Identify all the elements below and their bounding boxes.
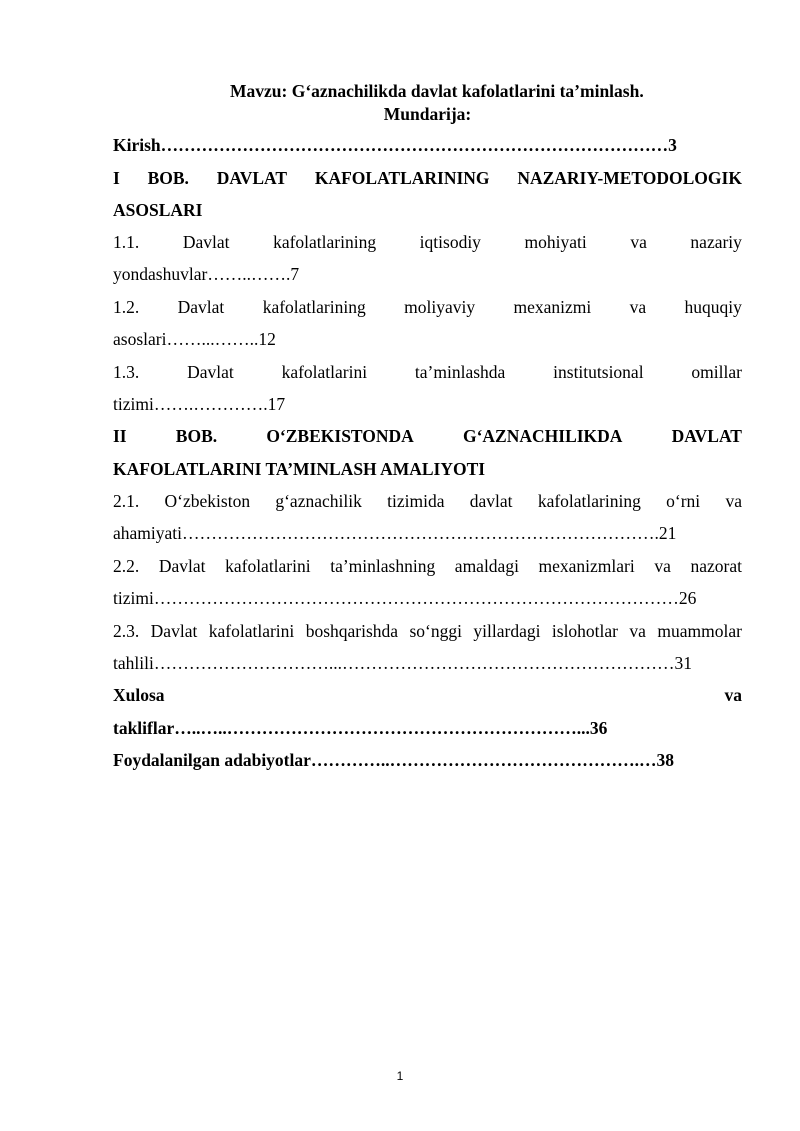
toc-chapter-1-line-2: ASOSLARI	[113, 200, 203, 220]
toc-word: kafolatlarining	[273, 232, 377, 252]
toc-word: kafolatlarini	[225, 556, 311, 576]
toc-word: moliyaviy	[404, 297, 476, 317]
toc-word: DAVLAT	[671, 426, 742, 446]
toc-word: va	[654, 556, 671, 576]
toc-word: G‘AZNACHILIKDA	[462, 426, 623, 446]
toc-word: davlat	[469, 491, 513, 511]
toc-word: DAVLAT	[216, 168, 288, 188]
toc-section-1-3-line-2: tizimi…….………….17	[113, 394, 286, 414]
toc-word: islohotlar	[551, 621, 618, 641]
toc-word: 2.1.	[113, 491, 140, 511]
toc-word: O‘zbekiston	[164, 491, 251, 511]
toc-word: I	[113, 168, 120, 188]
toc-word: 1.1.	[113, 232, 140, 252]
toc-word: mexanizmi	[513, 297, 592, 317]
toc-word: kafolatlarini	[281, 362, 368, 382]
toc-chapter-1-line-1	[113, 167, 742, 189]
toc-word: Davlat	[187, 362, 234, 382]
toc-entry-references: Foydalanilgan adabiyotlar…………..…………………………………….…38	[113, 750, 675, 770]
toc-word: institutsional	[553, 362, 644, 382]
toc-word: kafolatlarining	[262, 297, 366, 317]
toc-word: 2.2.	[113, 556, 140, 576]
toc-word: mohiyati	[524, 232, 587, 252]
toc-section-2-1-line-2: ahamiyati……………………………………………………………………….21	[113, 523, 677, 543]
toc-word: BOB.	[147, 168, 189, 188]
toc-word: Davlat	[182, 232, 230, 252]
toc-section-1-1-line-1	[113, 231, 742, 253]
toc-word: so‘nggi	[409, 621, 462, 641]
toc-word: kafolatlarini	[208, 621, 295, 641]
document-title: Mavzu: G‘aznachilikda davlat kafolatlarini ta’minlash.	[230, 81, 644, 101]
toc-word: kafolatlarining	[537, 491, 641, 511]
toc-word: II	[113, 426, 127, 446]
toc-word: ta’minlashning	[330, 556, 436, 576]
toc-word: KAFOLATLARINING	[314, 168, 490, 188]
toc-word: yillardagi	[473, 621, 541, 641]
toc-word: O‘ZBEKISTONDA	[266, 426, 414, 446]
toc-word: o‘rni	[666, 491, 701, 511]
toc-word: Davlat	[158, 556, 206, 576]
toc-word: va	[725, 491, 742, 511]
toc-word: huquqiy	[684, 297, 742, 317]
toc-word: iqtisodiy	[419, 232, 481, 252]
toc-chapter-2-line-1	[113, 425, 742, 447]
toc-word: mexanizmlari	[538, 556, 635, 576]
toc-word: va	[724, 685, 742, 705]
toc-section-1-1-line-2: yondashuvlar……..…….7	[113, 264, 300, 284]
toc-heading: Mundarija:	[383, 104, 472, 124]
page-number: 1	[396, 1069, 404, 1083]
toc-word: BOB.	[175, 426, 218, 446]
toc-section-2-3-line-2: tahlili…………………………...…………………………………………………31	[113, 653, 692, 673]
toc-entry-intro: Kirish……………………………………………………………………………3	[113, 135, 677, 155]
toc-word: 2.3.	[113, 621, 140, 641]
toc-conclusion-line-1	[113, 684, 742, 706]
toc-section-2-3-line-1	[113, 620, 742, 642]
toc-word: nazorat	[690, 556, 742, 576]
toc-word: 1.2.	[113, 297, 140, 317]
toc-section-1-3-line-1	[113, 361, 742, 383]
toc-word: va	[629, 297, 647, 317]
toc-word: amaldagi	[454, 556, 519, 576]
toc-section-1-2-line-2: asoslari……...……..12	[113, 329, 276, 349]
toc-word: Davlat	[177, 297, 225, 317]
toc-word: nazariy	[690, 232, 742, 252]
toc-section-1-2-line-1	[113, 296, 742, 318]
toc-word: omillar	[691, 362, 742, 382]
toc-conclusion-line-2: takliflar…..…..……………………………………………………...36	[113, 718, 608, 738]
toc-word: muammolar	[657, 621, 742, 641]
toc-word: g‘aznachilik	[275, 491, 362, 511]
toc-word: Davlat	[150, 621, 198, 641]
toc-word: tizimida	[387, 491, 445, 511]
toc-chapter-2-line-2: KAFOLATLARINI TA’MINLASH AMALIYOTI	[113, 459, 486, 479]
toc-word: va	[629, 621, 646, 641]
toc-word: ta’minlashda	[414, 362, 506, 382]
toc-word: NAZARIY-METODOLOGIK	[517, 168, 742, 188]
toc-section-2-2-line-1	[113, 555, 742, 577]
toc-section-2-1-line-1	[113, 490, 742, 512]
toc-word: Xulosa	[113, 685, 165, 705]
toc-word: 1.3.	[113, 362, 140, 382]
toc-section-2-2-line-2: tizimi………………………………………………………………………………26	[113, 588, 697, 608]
toc-word: va	[630, 232, 647, 252]
toc-word: boshqarishda	[305, 621, 399, 641]
